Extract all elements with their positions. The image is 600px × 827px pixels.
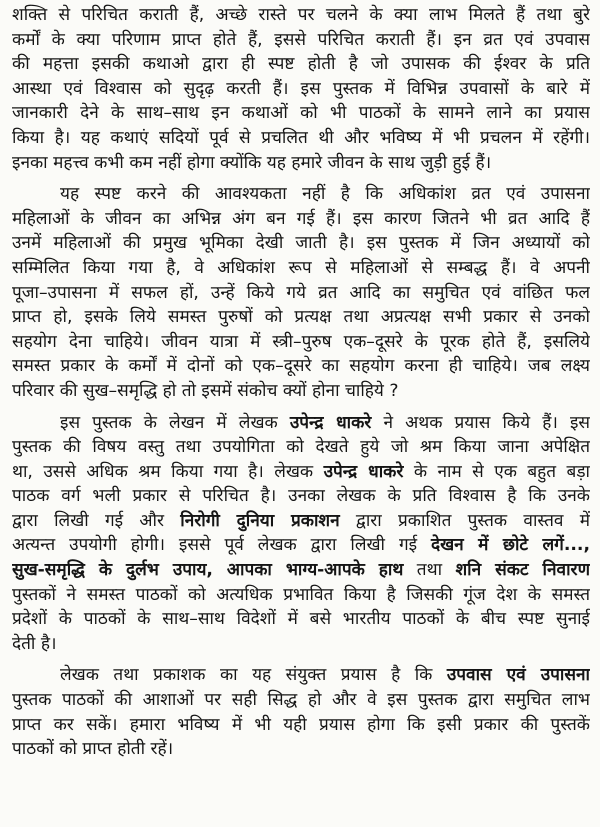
text-segment: ने अथक प्रयास किये हैं। इस [371, 412, 590, 433]
text-segment: द्वारा लिखी गई और [12, 510, 181, 531]
bold-phrase: उपेन्द्र धाकरे [289, 412, 372, 433]
text-segment: इनका महत्त्व कभी कम नहीं होगा क्योंकि यह हमारे जीवन के साथ जुड़ी हुई हैं। [12, 152, 492, 173]
text-segment: की महत्ता इसकी कथाओ द्वारा ही स्पष्ट होती है जो उपासक की ईश्वर के प्रति [12, 54, 590, 75]
text-segment: उनमें महिलाओं की प्रमुख भूमिका देखी जाती है। इस पुस्तक में जिन अध्यायों को [12, 233, 590, 254]
bold-phrase: उपेन्द्र धाकरे [323, 461, 404, 482]
text-line [12, 688, 590, 713]
text-segment: के नाम से एक बहुत बड़ा [403, 461, 590, 482]
text-segment: इस पुस्तक के लेखन में लेखक [60, 412, 290, 433]
text-line [12, 354, 590, 379]
document-body [12, 3, 590, 762]
text-line [12, 737, 590, 762]
text-segment: पूजा–उपासना में सफल हों, उन्हें किये गये व्रत आदि का समुचित एवं वांछित फल [12, 282, 590, 303]
text-line [12, 583, 590, 608]
text-segment: पुस्तक पाठकों की आशाओं पर सही सिद्ध हो और वे इस पुस्तक द्वारा समुचित लाभ [12, 690, 590, 711]
text-segment: प्राप्त कर सकें। हमारा भविष्य में भी यही प्रयास होगा कि इसी प्रकार की पुस्तकें [12, 714, 590, 735]
text-segment: था, उससे अधिक श्रम किया गया है। लेखक [12, 461, 324, 482]
bold-phrase: शनि संकट निवारण [455, 560, 590, 581]
text-segment: द्वारा प्रकाशित पुस्तक वास्तव में [339, 510, 590, 531]
text-line [12, 558, 590, 583]
text-line [12, 607, 590, 632]
text-line [12, 281, 590, 306]
text-line [12, 713, 590, 738]
text-segment: पुस्तकों ने समस्त पाठकों को अत्यधिक प्रभावित किया है जिसकी गूंज देश के समस्त [12, 584, 590, 605]
paragraph [12, 3, 590, 175]
text-line [12, 3, 590, 28]
text-segment: सम्मिलित किया गया है, वे अधिकांश रूप से महिलाओं से सम्बद्ध हैं। वे अपनी [12, 257, 590, 278]
text-segment: लेखक तथा प्रकाशक का यह संयुक्त प्रयास है कि [60, 665, 447, 686]
paragraph [12, 411, 590, 657]
text-segment: प्रदेशों के पाठकों के साथ–साथ विदेशों में बसे भारतीय पाठकों के बीच स्पष्ट सुनाई [12, 609, 590, 630]
text-line [12, 207, 590, 232]
text-line [12, 509, 590, 534]
text-segment: सहयोग देना चाहिये। जीवन यात्रा में स्त्री–पुरुष एक–दूसरे के पूरक होते हैं, इसलिये [12, 331, 590, 352]
text-segment: यह स्पष्ट करने की आवश्यकता नहीं है कि अधिकांश व्रत एवं उपासना [60, 184, 590, 205]
text-segment: महिलाओं के जीवन का अभिन्न अंग बन गई हैं। इस कारण जितने भी व्रत आदि हैं [12, 208, 590, 229]
text-segment: प्राप्त हो, इसके लिये समस्त पुरुषों को प्रत्यक्ष तथा अप्रत्यक्ष सभी प्रकार से उनको [12, 307, 590, 328]
text-line [12, 484, 590, 509]
text-line [12, 379, 590, 404]
text-segment: पाठक वर्ग भली प्रकार से परिचित है। उनका लेखक के प्रति विश्वास है कि उनके [12, 486, 590, 507]
text-segment: शक्ति से परिचित कराती हैं, अच्छे रास्ते पर चलने के क्या लाभ मिलते हैं तथा बुरे [12, 5, 590, 25]
text-segment: परिवार की सुख–समृद्धि हो तो इसमें संकोच क्यों होना चाहिये ? [12, 380, 399, 401]
bold-phrase: उपवास एवं उपासना [446, 665, 590, 686]
text-segment: पाठकों को प्राप्त होती रहें। [12, 739, 174, 760]
text-segment: तथा [403, 560, 456, 581]
text-segment: किया है। यह कथाएं सदियों पूर्व से प्रचलित थी और भविष्य में भी प्रचलन में रहेंगी। [12, 127, 590, 148]
text-line [12, 52, 590, 77]
paragraph [12, 182, 590, 403]
text-line [12, 663, 590, 688]
text-line [12, 533, 590, 558]
text-segment: समस्त प्रकार के कर्मों में दोनों को एक–दूसरे का सहयोग करना ही चाहिये। जब लक्ष्य [12, 356, 590, 377]
text-segment: आस्था एवं विश्वास को सुदृढ़ करती हैं। इस पुस्तक में विभिन्न उपवासों के बारे में [12, 78, 590, 99]
text-line [12, 305, 590, 330]
text-line [12, 231, 590, 256]
text-line [12, 256, 590, 281]
text-line [12, 126, 590, 151]
text-line [12, 460, 590, 485]
text-line [12, 435, 590, 460]
text-segment: अत्यन्त उपयोगी होगी। इससे पूर्व लेखक द्वारा लिखी गई [12, 535, 431, 556]
text-line [12, 101, 590, 126]
text-line [12, 182, 590, 207]
paragraph [12, 663, 590, 761]
text-segment: कर्मों के क्या परिणाम प्राप्त होते हैं, इससे परिचित कराती हैं। इन व्रत एवं उपवास [12, 29, 590, 50]
text-segment: पुस्तक की विषय वस्तु तथा उपयोगिता को देखते हुये जो श्रम किया जाना अपेक्षित [12, 437, 590, 458]
text-segment: जानकारी देने के साथ–साथ इन कथाओं को भी पाठकों के सामने लाने का प्रयास [12, 103, 590, 124]
text-line [12, 151, 590, 176]
text-line [12, 77, 590, 102]
text-line [12, 330, 590, 355]
bold-phrase: देखन में छोटे लगें..., [431, 535, 590, 556]
text-line [12, 411, 590, 436]
text-line [12, 632, 590, 657]
bold-phrase: सुख-समृद्धि के दुर्लभ उपाय, आपका भाग्य-आपके हाथ [12, 560, 404, 581]
text-segment: देती है। [12, 633, 57, 654]
bold-phrase: निरोगी दुनिया प्रकाशन [180, 510, 340, 531]
text-line [12, 28, 590, 53]
